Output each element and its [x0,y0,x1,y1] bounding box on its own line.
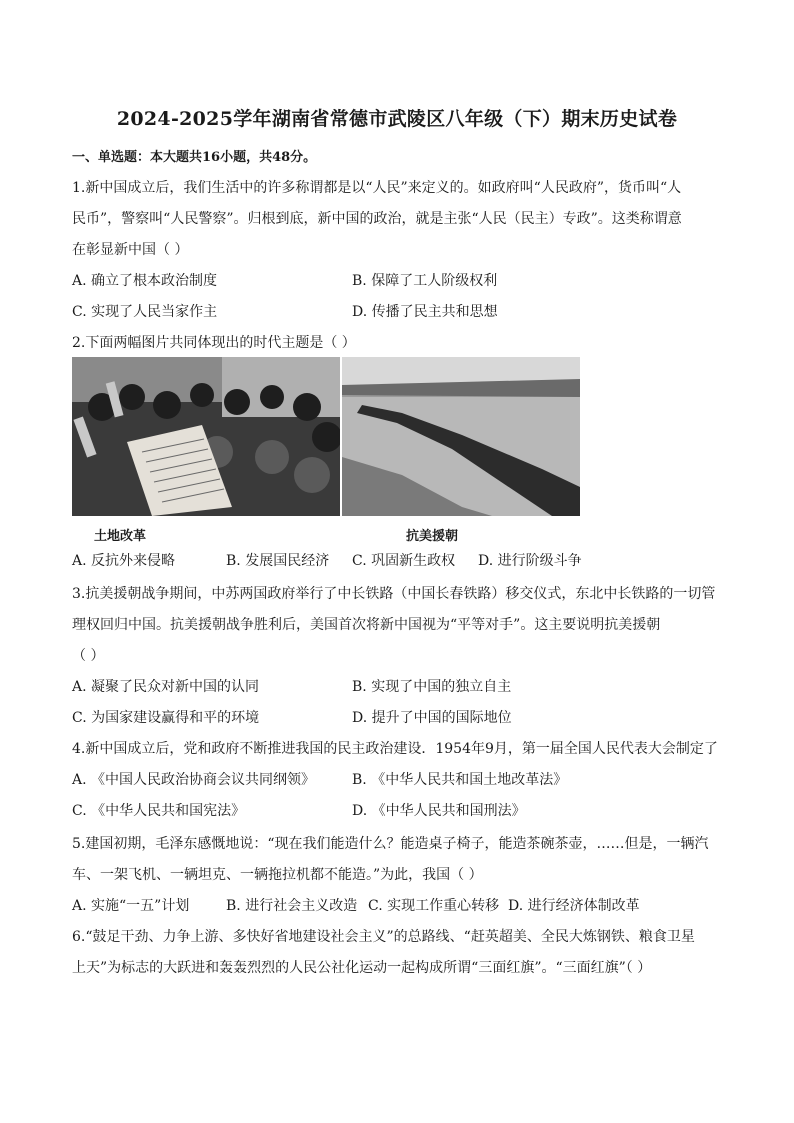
q1-line-3: 在彰显新中国（ ） [72,242,189,258]
q2-stem: 2.下面两幅图片共同体现出的时代主题是（ ） [72,335,356,351]
land-reform-photo [72,357,340,516]
q1-option-d[interactable]: D. 传播了民主共和思想 [352,304,498,320]
q3-option-c[interactable]: C. 为国家建设赢得和平的环境 [72,710,260,726]
q3-option-b[interactable]: B. 实现了中国的独立自主 [352,679,512,695]
q5-option-d[interactable]: D. 进行经济体制改革 [508,898,640,914]
q1-line-2: 民币”，警察叫“人民警察”。归根到底，新中国的政治，就是主张“人民（民主）专政”。这类称谓意 [72,211,682,227]
q4-option-c[interactable]: C. 《中华人民共和国宪法》 [72,803,246,819]
q4-stem: 4.新中国成立后，党和政府不断推进我国的民主政治建设．1954年9月，第一届全国人民代表大会制定了 [72,741,718,757]
q6-line-2: 上天”为标志的大跃进和轰轰烈烈的人民公社化运动一起构成所谓“三面红旗”。“三面红旗”（ ） [72,960,652,976]
q3-line-1: 3.抗美援朝战争期间，中苏两国政府举行了中长铁路（中国长春铁路）移交仪式，东北中长铁路的一切管 [72,586,716,602]
q5-option-c[interactable]: C. 实现工作重心转移 [368,898,500,914]
q4-option-d[interactable]: D. 《中华人民共和国刑法》 [352,803,526,819]
q3-option-d[interactable]: D. 提升了中国的国际地位 [352,710,512,726]
q2-option-c[interactable]: C. 巩固新生政权 [352,553,456,569]
q3-option-a[interactable]: A. 凝聚了民众对新中国的认同 [72,679,260,695]
q2-option-d[interactable]: D. 进行阶级斗争 [478,553,582,569]
q4-option-b[interactable]: B. 《中华人民共和国土地改革法》 [352,772,568,788]
q4-option-a[interactable]: A. 《中国人民政治协商会议共同纲领》 [72,772,316,788]
q1-option-c[interactable]: C. 实现了人民当家作主 [72,304,218,320]
q3-line-3: （ ） [72,648,105,664]
q3-line-2: 理权回归中国。抗美援朝战争胜利后，美国首次将新中国视为“平等对手”。这主要说明抗美援朝 [72,617,661,633]
q6-line-1: 6.“鼓足干劲、力争上游、多快好省地建设社会主义”的总路线、“赶英超美、全民大炼钢铁、粮食卫星 [72,929,695,945]
q1-option-b[interactable]: B. 保障了工人阶级权利 [352,273,498,289]
korean-war-caption: 抗美援朝 [406,529,459,544]
page-title: 2024-2025学年湖南省常德市武陵区八年级（下）期末历史试卷 [116,108,678,130]
q5-option-a[interactable]: A. 实施“一五”计划 [72,898,190,914]
q5-line-2: 车、一架飞机、一辆坦克、一辆拖拉机都不能造。”为此，我国（ ） [72,867,483,883]
q2-option-a[interactable]: A. 反抗外来侵略 [72,553,176,569]
q1-line-1: 1.新中国成立后，我们生活中的许多称谓都是以“人民”来定义的。如政府叫“人民政府”，货币叫“人 [72,180,682,196]
section-heading: 一、单选题：本大题共16小题，共48分。 [72,150,317,165]
korean-war-photo [342,357,580,516]
q5-line-1: 5.建国初期，毛泽东感慨地说：“现在我们能造什么？能造桌子椅子，能造茶碗茶壶，……但是，一辆汽 [72,836,709,852]
q1-option-a[interactable]: A. 确立了根本政治制度 [72,273,218,289]
q5-option-b[interactable]: B. 进行社会主义改造 [226,898,358,914]
q2-option-b[interactable]: B. 发展国民经济 [226,553,330,569]
land-reform-caption: 土地改革 [94,529,147,544]
